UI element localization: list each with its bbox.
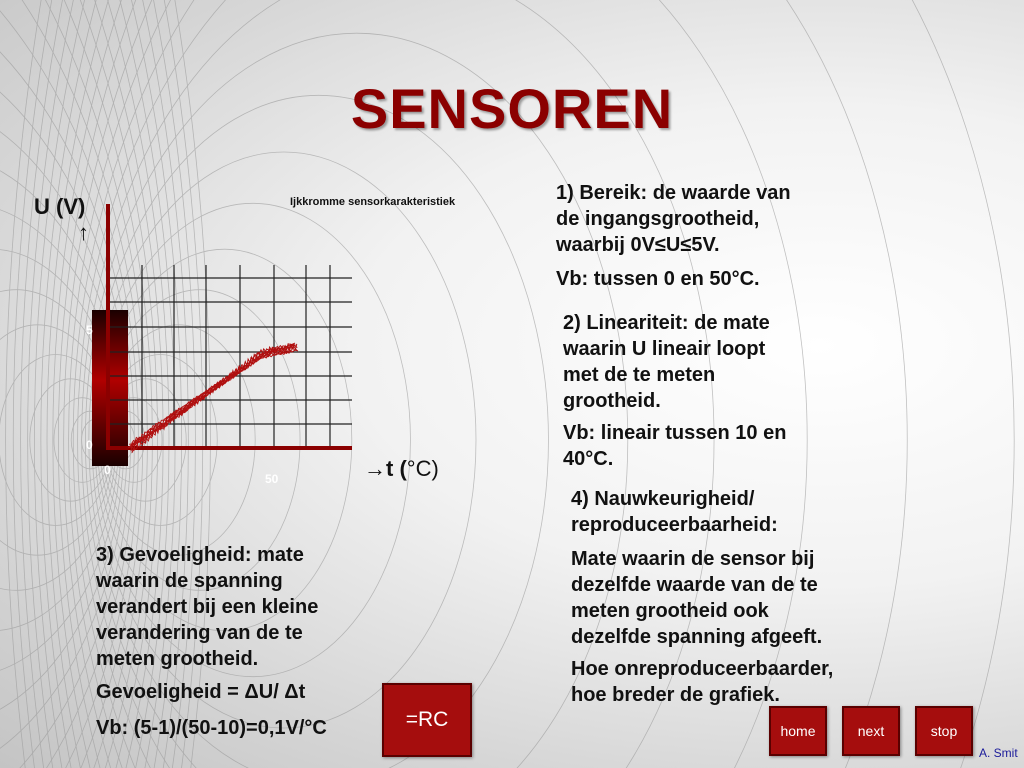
linearity-example: Vb: lineair tussen 10 en 40°C. [563,422,787,470]
range-definition: 1) Bereik: de waarde van de ingangsgrootheid, waarbij 0V≤U≤5V. [556,182,791,256]
accuracy-definition: Mate waarin de sensor bij dezelfde waarde van de te meten grootheid ook dezelfde spanning afgeeft. [571,548,823,648]
calibration-curve-trace [132,344,294,450]
author-credit: A. Smit [979,746,1018,760]
slide-title: SENSOREN [350,77,674,140]
chart-title: Ijkkromme sensorkarakteristiek [290,196,456,208]
y-tick-0: 0 [86,438,93,452]
calibration-curve-trace [132,346,294,453]
range-example: Vb: tussen 0 en 50°C. [556,268,760,290]
up-arrow-icon: ↑ [78,220,89,245]
x-tick-0: 0 [104,463,111,477]
calibration-curve-trace [131,344,295,449]
sensitivity-example: Vb: (5-1)/(50-10)=0,1V/°C [96,717,327,739]
y-tick-5: 5 [86,323,93,337]
accuracy-title: 4) Nauwkeurigheid/ reproduceerbaarheid: [571,488,778,536]
linearity-definition: 2) Lineariteit: de mate waarin U lineair loopt met de te meten grootheid. [563,312,770,412]
calibration-curve [128,343,298,453]
stop-button[interactable]: stop [915,706,973,756]
next-button[interactable]: next [842,706,900,756]
sensitivity-formula: Gevoeligheid = ΔU/ Δt [96,681,306,703]
calibration-curve-trace [128,345,298,448]
chart-grid [108,265,352,448]
x-axis-label: →t (°C) [364,456,439,481]
right-arrow-icon: → [364,456,386,481]
sensitivity-definition: 3) Gevoeligheid: mate waarin de spanning verandert bij een kleine verandering van de te meten grootheid. [96,544,319,670]
accuracy-note: Hoe onreproduceerbaarder, hoe breder de grafiek. [571,658,834,706]
calibration-curve-trace [131,345,295,452]
y-axis-label: U (V) ↑ [34,194,89,245]
x-tick-50: 50 [265,472,279,486]
rc-button[interactable]: =RC [382,683,472,757]
home-button[interactable]: home [769,706,827,756]
calibration-curve-trace [132,343,296,448]
